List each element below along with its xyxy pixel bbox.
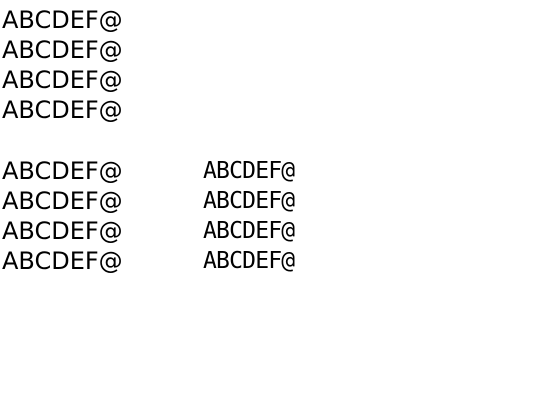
bottom-left-text-line: ABCDEF@ — [2, 187, 123, 215]
top-text-line: ABCDEF@ — [2, 6, 123, 34]
bottom-left-text-line: ABCDEF@ — [2, 247, 123, 275]
bottom-right-text-line: ABCDEF@ — [203, 188, 295, 214]
top-text-line: ABCDEF@ — [2, 66, 123, 94]
bottom-left-text-line: ABCDEF@ — [2, 217, 123, 245]
bottom-right-text-line: ABCDEF@ — [203, 248, 295, 274]
top-text-line: ABCDEF@ — [2, 96, 123, 124]
bottom-right-text-line: ABCDEF@ — [203, 158, 295, 184]
bottom-right-text-line: ABCDEF@ — [203, 218, 295, 244]
top-text-line: ABCDEF@ — [2, 36, 123, 64]
bottom-left-text-line: ABCDEF@ — [2, 157, 123, 185]
